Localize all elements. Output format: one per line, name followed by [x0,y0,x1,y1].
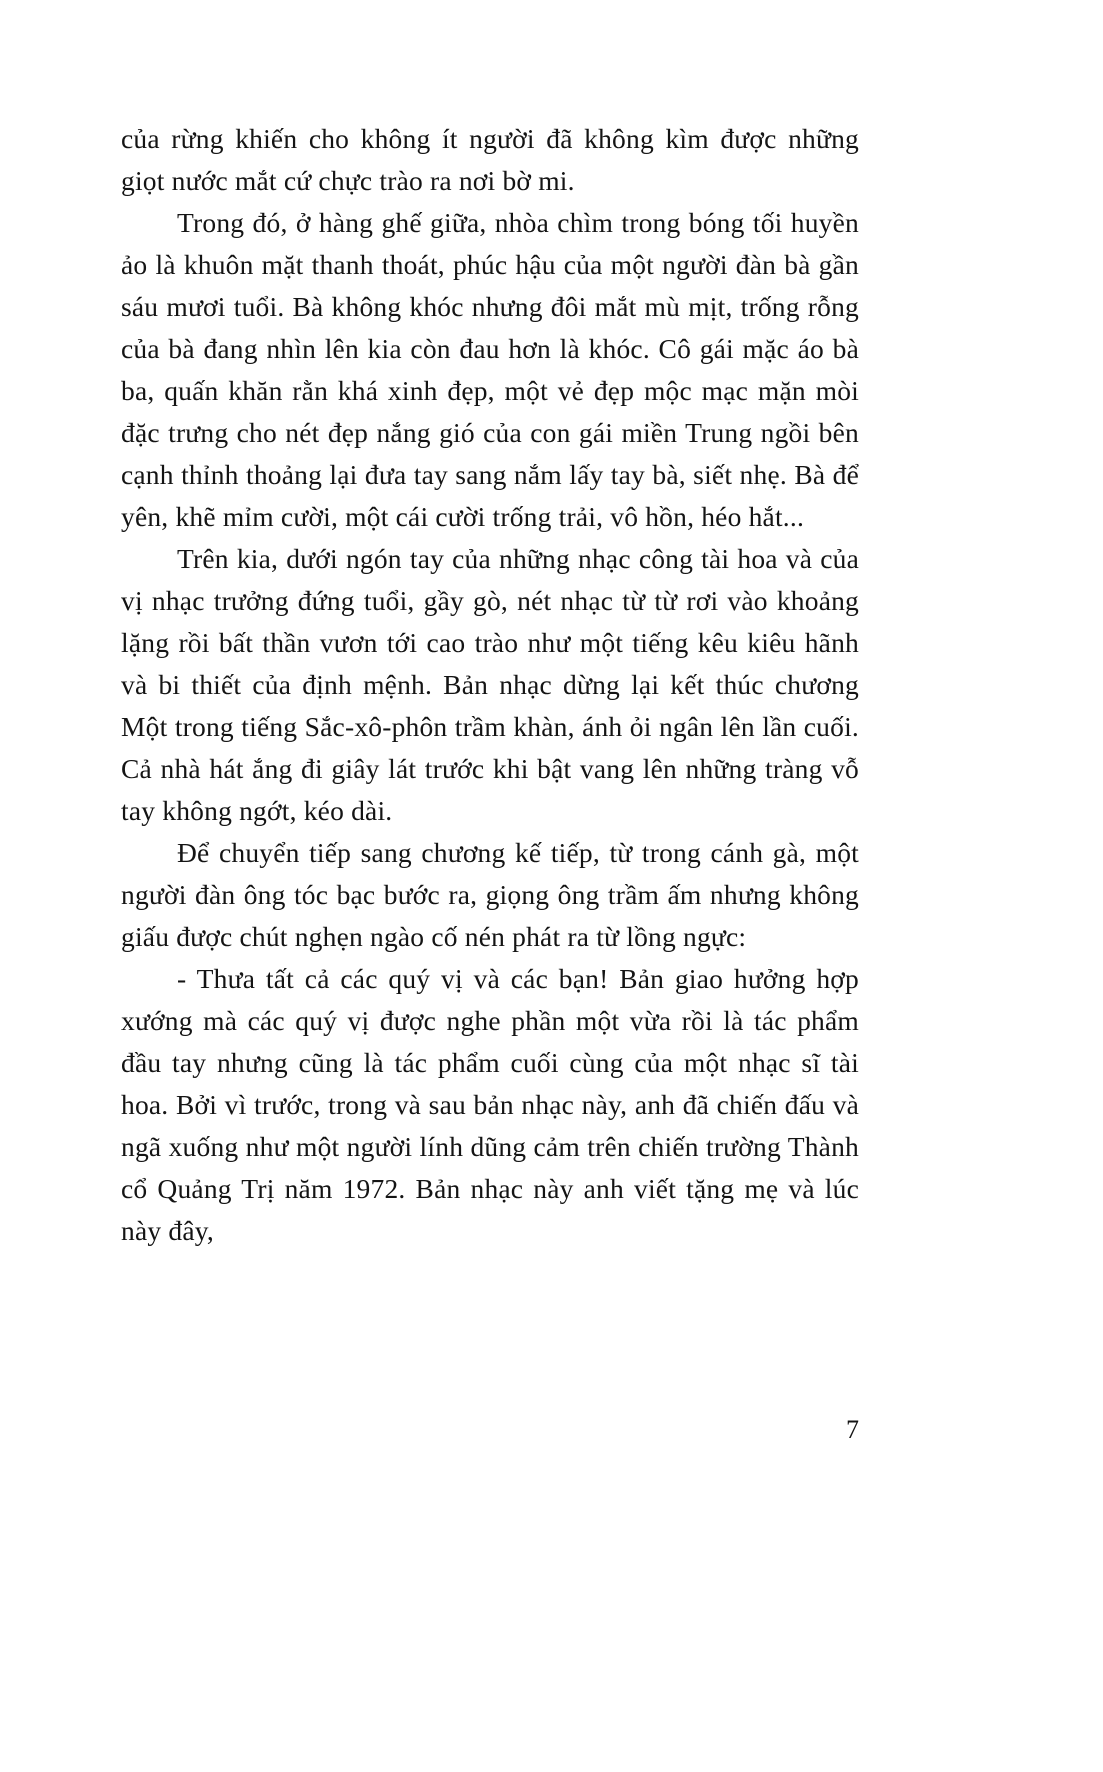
paragraph: - Thưa tất cả các quý vị và các bạn! Bản giao hưởng hợp xướng mà các quý vị được nghe phần một vừa rồi là tác phẩm đầu tay nhưng cũng là tác phẩm cuối cùng của một nhạc sĩ tài hoa. Bởi vì trước, trong và sau bản nhạc này, anh đã chiến đấu và ngã xuống như một người lính dũng cảm trên chiến trường Thành cổ Quảng Trị năm 1972. Bản nhạc này anh viết tặng mẹ và lúc này đây, [121,963,859,1246]
text-block [121,118,859,1252]
paragraph: Để chuyển tiếp sang chương kế tiếp, từ trong cánh gà, một người đàn ông tóc bạc bước ra, giọng ông trầm ấm nhưng không giấu được chút nghẹn ngào cố nén phát ra từ lồng ngực: [121,837,859,952]
paragraph: Trên kia, dưới ngón tay của những nhạc công tài hoa và của vị nhạc trưởng đứng tuổi, gầy gò, nét nhạc từ từ rơi vào khoảng lặng rồi bất thần vươn tới cao trào như một tiếng kêu kiêu hãnh và bi thiết của định mệnh. Bản nhạc dừng lại kết thúc chương Một trong tiếng Sắc-xô-phôn trầm khàn, ánh ỏi ngân lên lần cuối. Cả nhà hát ắng đi giây lát trước khi bật vang lên những tràng vỗ tay không ngớt, kéo dài. [121,543,859,826]
page-number: 7 [846,1415,859,1444]
paragraph: Trong đó, ở hàng ghế giữa, nhòa chìm trong bóng tối huyền ảo là khuôn mặt thanh thoát, phúc hậu của một người đàn bà gần sáu mươi tuổi. Bà không khóc nhưng đôi mắt mù mịt, trống rỗng của bà đang nhìn lên kia còn đau hơn là khóc. Cô gái mặc áo bà ba, quấn khăn rằn khá xinh đẹp, một vẻ đẹp mộc mạc mặn mòi đặc trưng cho nét đẹp nắng gió của con gái miền Trung ngồi bên cạnh thỉnh thoảng lại đưa tay sang nắm lấy tay bà, siết nhẹ. Bà để yên, khẽ mỉm cười, một cái cười trống trải, vô hồn, héo hắt... [121,207,859,532]
paragraph: của rừng khiến cho không ít người đã không kìm được những giọt nước mắt cứ chực trào ra nơi bờ mi. [121,123,859,196]
